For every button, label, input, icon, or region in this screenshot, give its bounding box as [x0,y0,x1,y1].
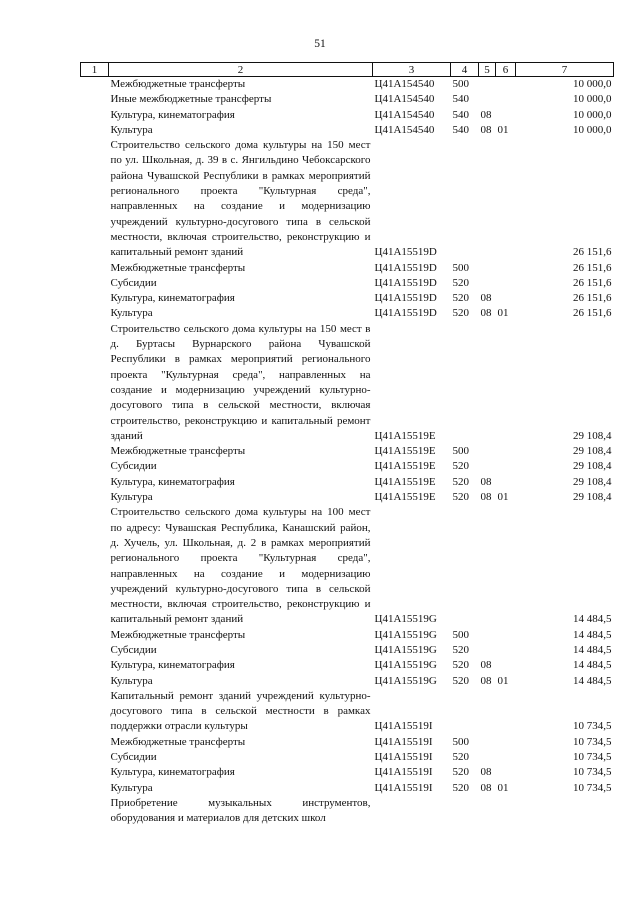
row-subsection [496,444,516,459]
row-target-code: Ц41А15519D [374,292,437,305]
row-subsection [496,628,516,643]
header-col-5: 5 [479,63,496,77]
row-expense-type [451,796,479,827]
row-expense-type: 500 [452,261,469,274]
row-name: Культура [110,491,153,504]
header-col-3: 3 [373,63,451,77]
row-target-code: Ц41А15519I [374,720,433,733]
row-blank-cell [81,444,109,459]
row-expense-type: 520 [452,643,469,656]
row-name: Субсидии [110,751,157,764]
row-name: Культура, кинематография [110,108,235,121]
row-blank-cell [81,658,109,673]
row-expense-type: 520 [452,307,469,320]
row-expense-type: 500 [452,78,469,90]
page-number: 51 [314,38,326,50]
row-target-code: Ц41А154540 [374,108,435,121]
row-blank-cell [81,92,109,107]
row-subsection [496,276,516,291]
row-name: Культура [110,674,153,687]
table-row [81,505,614,627]
row-amount: 14 484,5 [573,628,612,641]
row-amount: 10 000,0 [573,123,612,136]
row-subsection [496,658,516,673]
row-name: Культура [110,307,153,320]
row-subsection [496,643,516,658]
row-blank-cell [81,306,109,321]
row-name: Строительство сельского дома культуры на 150 мест в д. Буртасы Вурнарского района Чувашской Республики в рамках мероприятий регионального проекта "Культурная среда", направленных на создание и модернизацию учреждений культурно-досугового типа в сельской местности, включая строительство, реконструкцию и капитальный ремонт зданий [110,322,371,442]
row-section [479,92,496,107]
row-expense-type: 520 [452,781,469,794]
row-subsection [496,750,516,765]
row-blank-cell [81,459,109,474]
table-row [81,765,614,780]
row-blank-cell [81,781,109,796]
table-row [81,322,614,444]
row-target-code: Ц41А15519D [374,246,437,259]
row-amount: 14 484,5 [573,643,612,656]
row-name: Иные межбюджетные трансферты [110,93,272,106]
header-col-7: 7 [516,63,614,77]
row-blank-cell [81,674,109,689]
row-target-code: Ц41А15519D [374,276,437,289]
row-section [479,77,496,93]
row-expense-type: 520 [452,751,469,764]
row-amount: 29 108,4 [573,491,612,504]
row-section [479,261,496,276]
row-amount: 29 108,4 [573,460,612,473]
header-col-2: 2 [109,63,373,77]
row-blank-cell [81,291,109,306]
row-subsection [496,138,516,260]
table-row [81,750,614,765]
table-row [81,475,614,490]
header-row [81,63,614,77]
row-target-code: Ц41А15519E [374,460,436,473]
header-col-6: 6 [496,63,516,77]
row-expense-type: 540 [452,93,469,106]
row-expense-type: 520 [452,491,469,504]
table-row [81,138,614,260]
row-subsection [496,322,516,444]
row-section [479,322,496,444]
row-amount: 14 484,5 [573,659,612,672]
row-section: 08 [480,491,492,504]
row-target-code: Ц41А15519E [374,475,436,488]
row-blank-cell [81,765,109,780]
row-name: Межбюджетные трансферты [110,735,246,748]
row-section: 08 [480,766,492,779]
row-expense-type [451,138,479,260]
row-target-code: Ц41А15519E [374,429,436,442]
row-name: Культура [110,781,153,794]
row-expense-type: 520 [452,292,469,305]
row-subsection: 01 [497,123,509,136]
row-name: Культура, кинематография [110,659,235,672]
row-section [479,689,496,735]
table-row [81,781,614,796]
header-col-1: 1 [81,63,109,77]
row-subsection [496,765,516,780]
row-amount: 26 151,6 [573,292,612,305]
row-target-code: Ц41А15519G [374,628,437,641]
row-target-code: Ц41А15519I [374,751,433,764]
row-name: Культура [110,123,153,136]
table-row [81,490,614,505]
row-name: Субсидии [110,643,157,656]
row-name: Субсидии [110,460,157,473]
row-amount: 10 000,0 [573,78,612,90]
table-row [81,628,614,643]
row-subsection: 01 [497,491,509,504]
row-subsection [496,291,516,306]
row-blank-cell [81,643,109,658]
row-name: Межбюджетные трансферты [110,628,246,641]
row-target-code: Ц41А15519D [374,307,437,320]
row-amount: 10 000,0 [573,108,612,121]
row-section [479,750,496,765]
table-row [81,276,614,291]
row-blank-cell [81,689,109,735]
row-blank-cell [81,123,109,138]
row-name: Субсидии [110,276,157,289]
row-name: Культура, кинематография [110,475,235,488]
row-name: Межбюджетные трансферты [110,78,246,90]
row-section: 08 [480,108,492,121]
row-name: Приобретение музыкальных инструментов, оборудования и материалов для детских школ [110,796,371,825]
table-row [81,658,614,673]
table-row [81,92,614,107]
row-amount: 10 000,0 [573,93,612,106]
row-amount: 10 734,5 [573,766,612,779]
row-name: Культура, кинематография [110,766,235,779]
row-section: 08 [480,781,492,794]
row-amount: 10 734,5 [573,751,612,764]
row-blank-cell [81,276,109,291]
row-section: 08 [480,674,492,687]
row-amount: 29 108,4 [573,475,612,488]
row-target-code: Ц41А15519I [374,735,433,748]
row-subsection [496,108,516,123]
row-expense-type: 520 [452,659,469,672]
row-subsection [496,735,516,750]
row-section [479,138,496,260]
table-row [81,291,614,306]
row-amount: 29 108,4 [573,445,612,458]
row-blank-cell [81,628,109,643]
row-name: Капитальный ремонт зданий учреждений культурно-досугового типа в сельской местности в рамках поддержки отрасли культуры [110,689,371,733]
row-subsection [496,92,516,107]
row-section [479,628,496,643]
row-subsection [496,796,516,827]
row-expense-type [451,689,479,735]
row-target-code: Ц41А15519E [374,491,436,504]
row-section: 08 [480,123,492,136]
row-section: 08 [480,307,492,320]
table-row [81,674,614,689]
table-row [81,643,614,658]
row-target-code: Ц41А15519D [374,261,437,274]
table-row [81,796,614,827]
row-target-code [373,796,451,827]
row-subsection [496,261,516,276]
row-target-code: Ц41А15519I [374,781,433,794]
row-expense-type [451,322,479,444]
row-amount: 29 108,4 [573,429,612,442]
row-blank-cell [81,750,109,765]
table-row [81,261,614,276]
row-amount: 14 484,5 [573,674,612,687]
row-subsection: 01 [497,781,509,794]
row-subsection [496,475,516,490]
row-subsection [496,459,516,474]
row-expense-type: 540 [452,108,469,121]
row-amount: 14 484,5 [573,613,612,626]
row-name: Культура, кинематография [110,292,235,305]
row-expense-type: 540 [452,123,469,136]
row-expense-type: 520 [452,766,469,779]
row-blank-cell [81,475,109,490]
row-blank-cell [81,490,109,505]
row-subsection [496,689,516,735]
table-row [81,735,614,750]
header-col-4: 4 [451,63,479,77]
budget-table [80,62,614,827]
row-amount: 10 734,5 [573,735,612,748]
row-section: 08 [480,292,492,305]
table-row [81,123,614,138]
table-row [81,306,614,321]
row-amount: 10 734,5 [573,781,612,794]
row-expense-type [451,505,479,627]
row-section [479,643,496,658]
row-target-code: Ц41А15519G [374,613,437,626]
row-blank-cell [81,505,109,627]
row-target-code: Ц41А15519G [374,674,437,687]
row-target-code: Ц41А15519E [374,445,436,458]
row-blank-cell [81,108,109,123]
row-section: 08 [480,475,492,488]
row-expense-type: 520 [452,460,469,473]
row-subsection: 01 [497,307,509,320]
row-amount [516,796,614,827]
row-section [479,444,496,459]
row-target-code: Ц41А154540 [374,78,435,90]
row-name: Строительство сельского дома культуры на 150 мест по ул. Школьная, д. 39 в с. Янгильдино Чебоксарского района Чувашской Республики в рамках мероприятий регионального проекта "Культурная среда", направленных на создание и модернизацию учреждений культурно-досугового типа в сельской местности, включая строительство, реконструкцию и капитальный ремонт зданий [110,139,371,259]
row-section [479,796,496,827]
row-blank-cell [81,138,109,260]
table-body [81,77,614,827]
row-section: 08 [480,659,492,672]
row-amount: 26 151,6 [573,246,612,259]
row-amount: 10 734,5 [573,720,612,733]
row-target-code: Ц41А15519G [374,659,437,672]
row-target-code: Ц41А154540 [374,93,435,106]
row-section [479,459,496,474]
row-name: Строительство сельского дома культуры на 100 мест по адресу: Чувашская Республика, Канашский район, д. Хучель, ул. Школьная, д. 2 в рамках мероприятий регионального проекта "Культурная среда", направленных на создание и модернизацию учреждений культурно-досугового типа в сельской местности, включая строительство, реконструкцию и капитальный ремонт зданий [110,506,371,626]
row-subsection [496,77,516,93]
row-blank-cell [81,796,109,827]
row-target-code: Ц41А154540 [374,123,435,136]
row-expense-type: 500 [452,628,469,641]
row-blank-cell [81,322,109,444]
row-expense-type: 520 [452,276,469,289]
table-row [81,77,614,93]
table-row [81,459,614,474]
row-name: Межбюджетные трансферты [110,261,246,274]
row-subsection: 01 [497,674,509,687]
row-amount: 26 151,6 [573,276,612,289]
row-amount: 26 151,6 [573,307,612,320]
table-row [81,444,614,459]
row-target-code: Ц41А15519I [374,766,433,779]
table-row [81,108,614,123]
row-section [479,735,496,750]
row-subsection [496,505,516,627]
row-name: Межбюджетные трансферты [110,445,246,458]
row-expense-type: 500 [452,735,469,748]
row-blank-cell [81,77,109,93]
row-expense-type: 520 [452,475,469,488]
row-blank-cell [81,261,109,276]
row-section [479,505,496,627]
row-expense-type: 500 [452,445,469,458]
row-target-code: Ц41А15519G [374,643,437,656]
row-blank-cell [81,735,109,750]
table-row [81,689,614,735]
row-expense-type: 520 [452,674,469,687]
row-section [479,276,496,291]
row-amount: 26 151,6 [573,261,612,274]
